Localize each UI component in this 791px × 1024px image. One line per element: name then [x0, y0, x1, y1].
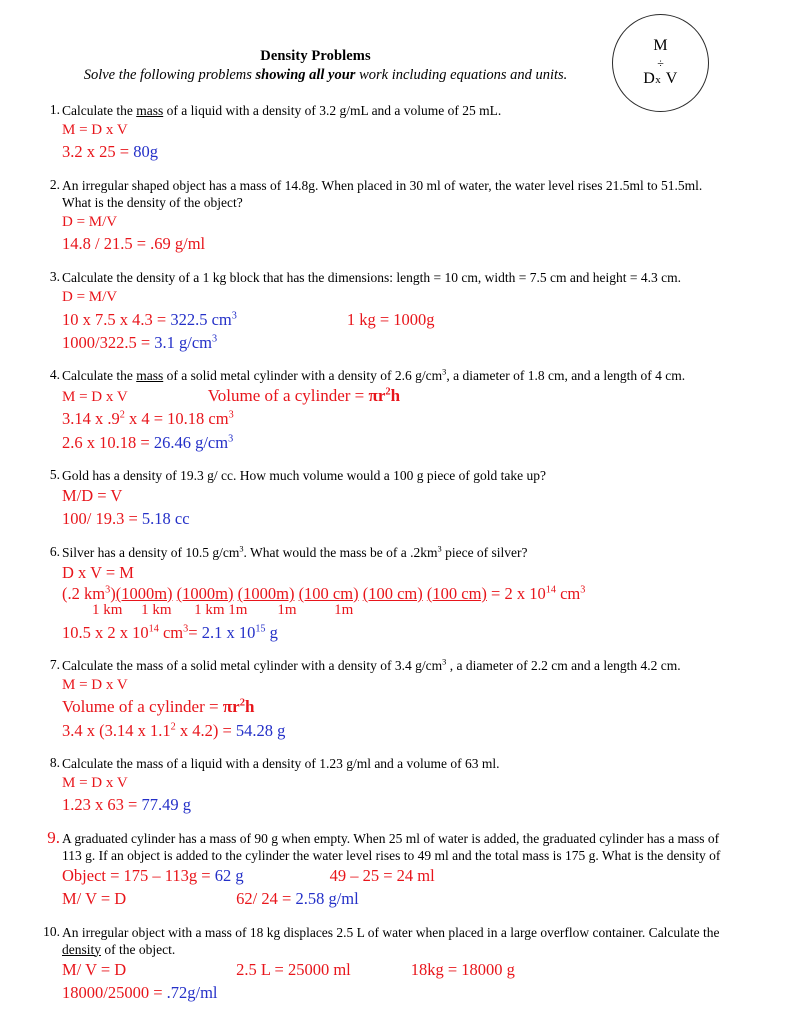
problem-4-answer-exponent: 3 [228, 433, 234, 445]
problem-10-question-line2 [62, 941, 782, 958]
problem-8-number: 8. [49, 755, 60, 771]
problem-3-calculation2 [62, 332, 791, 354]
problem-4-question: Calculate the mass of a solid metal cylinder with a density of 2.6 $g/cm^3$, a diameter of 1.8 cm, and a length of 4 cm. [62, 367, 686, 383]
problem-4-calc2-red: 2.6 x 10.18 = [62, 432, 154, 452]
oval-mass-label: M [653, 36, 668, 54]
problem-6-density-exponent: 3 [239, 544, 244, 554]
problem-3-unit-conversion: 1 kg = 1000g [346, 309, 435, 329]
problem-10-answer: .72g/ml [166, 982, 218, 1002]
problem-3-volume-answer: 322.5 cm [170, 309, 232, 329]
problem-4-volume-label: Volume of a cylinder = [207, 385, 369, 405]
problem-9-object-red: Object = 175 – 113g = [62, 866, 215, 886]
problem-6-conv-term-1: (1000m) [115, 584, 173, 604]
problem-1-formula: M = D x V [62, 122, 128, 138]
problem-7-question: Calculate the mass of a solid metal cylinder with a density of 3.4 $g/cm^3$ , a diameter of 2.2 cm and a length 4.2 cm. [62, 657, 681, 674]
problem-5 [0, 467, 791, 530]
problem-7-calc-red: 3.4 x (3.14 x $1.1^2$ x 4.2) = [62, 721, 236, 740]
problem-6-conv-result-exponent: 14 [545, 584, 556, 596]
problem-4-calc-red: 3.14 x $.9^2$ x 4 = 10.18 $cm^3$ [62, 409, 234, 429]
problem-2 [0, 177, 791, 255]
problem-6-final-red-exponent: 14 [148, 623, 159, 635]
problem-7-number: 7. [49, 657, 60, 673]
problem-list [0, 102, 791, 1004]
problem-9-object-group [62, 865, 244, 887]
problem-1-question: Calculate the mass of a liquid with a density of 3.2 g/mL and a volume of 25 mL. [62, 103, 502, 118]
problem-9-density-row [62, 888, 791, 910]
problem-5-formula: M/D = V [62, 485, 123, 505]
problem-6-final-calculation [62, 622, 791, 644]
problem-4-number: 4. [49, 366, 60, 382]
problem-9-object-mass: 62 g [214, 866, 244, 886]
problem-1-keyword: mass [136, 103, 164, 118]
problem-5-question: Gold has a density of 19.3 g/ cc. How much volume would a 100 g piece of gold take up? [62, 467, 547, 483]
problem-5-calculation [62, 508, 791, 530]
problem-6-final-red-unit: cm [158, 623, 184, 643]
oval-times-icon: x [655, 74, 662, 87]
problem-4-density-exponent: 3 [442, 367, 447, 377]
problem-6-formula: D x V = M [62, 562, 134, 582]
problem-10-number: 10. [43, 923, 60, 939]
problem-9-question-line1: A graduated cylinder has a mass of 90 g when empty. When 25 ml of water is added, the graduated cylinder has a mass of [62, 831, 720, 847]
problem-6-final-red: 10.5 x 2 x 10 [62, 623, 149, 643]
instructions-emphasis: showing all your [255, 67, 356, 83]
problem-10-keyword: density [62, 941, 101, 957]
problem-10 [0, 924, 791, 1004]
problem-6-question: Silver has a density of 10.5 $g/cm^3$. What would the mass be of a $.2km^3$ piece of silver? [62, 544, 528, 560]
problem-4-volume-formula [208, 385, 400, 408]
problem-7-volume-expression: $\pi r^2h$ [222, 697, 255, 717]
problem-6-conv-result: = 2 x 10 [486, 584, 546, 604]
problem-6-conv-result-unit: cm [555, 584, 581, 604]
problem-3-question: Calculate the density of a 1 kg block that has the dimensions: length = 10 cm, width = 7.5 cm and height = 4.3 cm. [62, 270, 681, 286]
problem-6-final-red-unit-exponent: 3 [183, 623, 189, 635]
problem-6-conv-start: (.2 km [62, 584, 106, 604]
problem-6-conv-term-2: (1000m) [176, 584, 234, 604]
problem-6-answer: 2.1 x 10 [201, 623, 256, 643]
problem-7-density-exponent: 3 [442, 657, 447, 667]
problem-9-object-row [62, 865, 791, 887]
problem-4-volume-expression: $\pi r^2h$ [368, 385, 401, 405]
problem-8-question: Calculate the mass of a liquid with a density of 1.23 g/ml and a volume of 63 ml. [62, 756, 500, 772]
problem-3-answer: 3.1 g/cm [154, 332, 213, 352]
problem-8-answer: 77.49 g [141, 795, 191, 815]
problem-6-conv-term-4: (100 cm) [298, 584, 359, 604]
problem-8-calc-red: 1.23 x 63 = [62, 795, 142, 815]
problem-9-density-group [236, 888, 359, 910]
problem-6-answer-unit: g [265, 623, 278, 643]
density-formula-oval [612, 14, 709, 112]
problem-7-answer: 54.28 g [235, 721, 286, 740]
problem-3-number: 3. [49, 269, 60, 285]
problem-9-density-calc-red: 62/ 24 = [236, 889, 296, 909]
problem-10-conversion-row [62, 959, 791, 981]
problem-6-volume-exponent: 3 [437, 544, 442, 554]
problem-2-number: 2. [49, 177, 60, 193]
problem-9 [0, 830, 791, 910]
problem-4-volume-unit-exponent: 3 [228, 409, 234, 421]
problem-8 [0, 755, 791, 816]
problem-6-denominators: 1 km 1 km 1 km 1m 1m 1m [92, 602, 354, 619]
problem-10-formula: M/ V = D [62, 959, 127, 979]
problem-6 [0, 544, 791, 644]
problem-10-volume-conversion: 2.5 L = 25000 ml [236, 959, 351, 979]
instructions-post: work including equations and units. [355, 67, 568, 83]
problem-7 [0, 657, 791, 742]
problem-7-volume-formula [62, 696, 791, 719]
problem-9-number: 9. [47, 828, 60, 848]
instructions-pre: Solve the following problems [83, 67, 256, 83]
problem-4-answer: 26.46 g/cm [153, 432, 229, 452]
problem-9-question-line2: 113 g. If an object is added to the cylinder the water level rises to 49 ml and the total mass is 175 g. What is the density of [62, 848, 721, 864]
problem-4-calculation2 [62, 432, 791, 454]
problem-4-formula-row [62, 385, 791, 408]
problem-6-conversion-line [62, 584, 791, 604]
problem-8-formula: M = D x V [62, 775, 128, 792]
problem-2-calculation [62, 233, 791, 255]
problem-6-conv-term-3: (1000m) [237, 584, 295, 604]
problem-6-conv-start-end: ) [110, 584, 116, 604]
oval-density-letter: D [643, 70, 656, 88]
problem-2-formula: D = M/V [62, 214, 118, 231]
problem-6-answer-exponent: 15 [255, 623, 266, 635]
problem-6-conv-term-6: (100 cm) [426, 584, 487, 604]
problem-3-calc-group [62, 309, 237, 331]
problem-6-conv-start-exponent: 3 [105, 584, 111, 596]
problem-6-number: 6. [49, 543, 60, 559]
problem-9-formula: M/ V = D [62, 889, 127, 909]
problem-1-calc-red: 3.2 x 25 = [62, 142, 134, 162]
problem-3-calculation-row [62, 309, 791, 331]
problem-1 [0, 102, 791, 163]
problem-6-conv-result-unit-exponent: 3 [580, 584, 586, 596]
problem-9-answer: 2.58 g/ml [295, 889, 359, 909]
problem-5-answer: 5.18 cc [141, 508, 190, 528]
problem-10-mass-conversion: 18kg = 18000 g [410, 959, 515, 979]
problem-1-number: 1. [49, 102, 60, 117]
problem-7-calc-exponent: 2 [170, 721, 176, 733]
page-title: Density Problems [260, 48, 371, 64]
problem-7-radius-exponent: 2 [239, 697, 245, 709]
problem-5-calc-red: 100/ 19.3 = [62, 508, 142, 528]
problem-3-calc2-red: 1000/322.5 = [62, 332, 155, 352]
problem-4-formula: M = D x V [62, 388, 128, 405]
problem-2-calc-red: 14.8 / 21.5 = [62, 234, 151, 254]
problem-6-conv-term-5: (100 cm) [362, 584, 423, 604]
problem-3-formula: D = M/V [62, 289, 118, 306]
problem-4-keyword: mass [136, 367, 164, 383]
problem-6-final-equals: = [188, 623, 202, 643]
problem-7-formula: M = D x V [62, 677, 128, 694]
problem-3 [0, 269, 791, 353]
problem-1-answer: 80g [133, 142, 158, 162]
problem-3-calc-red: 10 x 7.5 x 4.3 = [62, 309, 171, 329]
problem-10-calc-red: 18000/25000 = [62, 982, 167, 1002]
problem-4 [0, 367, 791, 454]
problem-4-calc-exponent: 2 [119, 409, 125, 421]
problem-7-calculation [62, 720, 791, 742]
problem-4-radius-exponent: 2 [385, 386, 391, 398]
problem-10-question-line1: An irregular object with a mass of 18 kg displaces 2.5 L of water when placed in a large overflow container. Calculate the [62, 924, 720, 940]
problem-3-answer-exponent: 3 [212, 333, 218, 345]
problem-8-calculation [62, 794, 791, 816]
problem-10-question-rest: of the object. [101, 941, 176, 957]
problem-1-calculation [62, 141, 791, 163]
oval-divide-icon: ÷ [657, 55, 664, 70]
oval-density-volume-label [643, 71, 678, 88]
problem-2-answer: .69 g/ml [150, 234, 206, 254]
problem-9-volume-calc: 49 – 25 = 24 ml [329, 866, 435, 886]
problem-10-calculation [62, 982, 791, 1004]
problem-2-question-line1: An irregular shaped object has a mass of 14.8g. When placed in 30 ml of water, the water level rises 21.5ml to 51.5ml. [62, 178, 703, 194]
problem-7-volume-label: Volume of a cylinder = [62, 697, 223, 717]
problem-4-calculation [62, 408, 791, 430]
oval-volume-letter: V [665, 70, 678, 88]
problem-2-question-line2: What is the density of the object? [62, 195, 243, 211]
problem-5-number: 5. [49, 466, 60, 482]
problem-3-volume-exponent: 3 [231, 310, 237, 321]
